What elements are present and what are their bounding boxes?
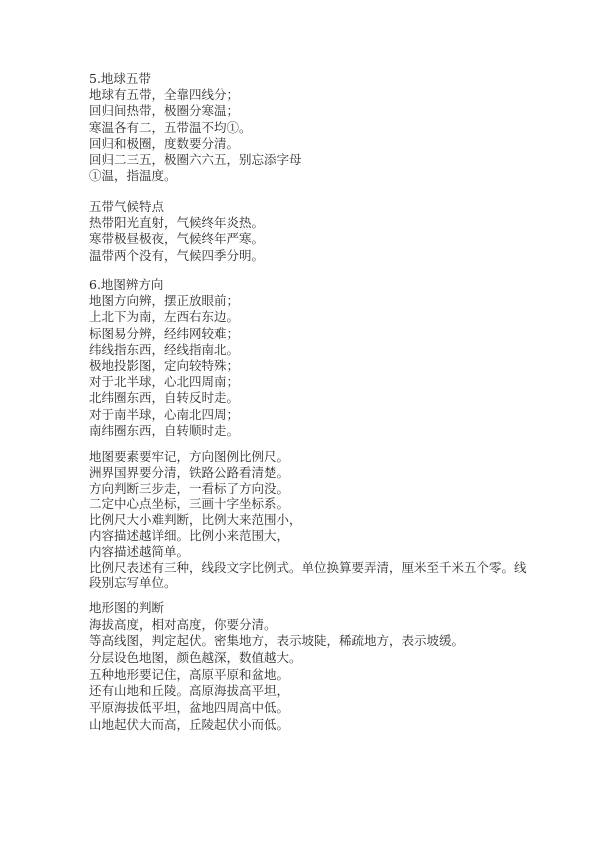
section-zone-climate bbox=[89, 199, 264, 264]
text-line: 平原海拔低平坦，盆地四周高中低。 bbox=[89, 700, 290, 716]
text-line: 寒温各有二，五带温不均①。 bbox=[89, 119, 252, 135]
text-line: 还有山地和丘陵。高原海拔高平坦， bbox=[89, 683, 290, 699]
text-line: 二定中心点坐标，三画十字坐标系。 bbox=[89, 496, 290, 512]
text-line: 上北下为南，左西右东边。 bbox=[89, 309, 240, 325]
text-line: 方向判断三步走，一看标了方向没。 bbox=[89, 480, 290, 496]
text-line: 五种地形要记住，高原平原和盆地。 bbox=[89, 666, 290, 682]
text-line: 段别忘写单位。 bbox=[89, 575, 177, 591]
text-line: 洲界国界要分清，铁路公路看清楚。 bbox=[89, 464, 290, 480]
text-line: 寒带极昼极夜，气候终年严寒。 bbox=[89, 231, 265, 247]
text-line: 海拔高度，相对高度，你要分清。 bbox=[89, 616, 277, 632]
text-line: 对于北半球，心北四周南； bbox=[89, 374, 240, 390]
text-line: 回归间热带，极圈分寒温； bbox=[89, 103, 240, 119]
text-line: 地图方向辨，摆正放眼前； bbox=[89, 293, 240, 309]
text-line: 对于南半球，心南北四周； bbox=[89, 406, 240, 422]
text-line: 热带阳光直射，气候终年炎热。 bbox=[89, 215, 265, 231]
text-line: 北纬圈东西，自转反时走。 bbox=[89, 390, 240, 406]
section-heading: 5.地球五带 bbox=[89, 71, 151, 86]
text-line: 地球有五带，全靠四线分； bbox=[89, 87, 240, 103]
text-line: 比例尺表述有三种，线段文字比例式。单位换算要弄清，厘米至千米五个零。线 bbox=[89, 559, 527, 575]
section-map-direction bbox=[89, 277, 239, 439]
section-earth-five-zones bbox=[89, 71, 302, 184]
section-terrain-map bbox=[89, 600, 464, 734]
text-line: 温带两个没有，气候四季分明。 bbox=[89, 247, 265, 263]
section-heading: 地形图的判断 bbox=[89, 600, 165, 615]
text-line: 内容描述越详细。比例小来范围大， bbox=[89, 527, 290, 543]
text-line: 比例尺大小难判断，比例大来范围小， bbox=[89, 512, 302, 528]
section-map-elements bbox=[89, 449, 527, 591]
section-heading: 五带气候特点 bbox=[89, 199, 165, 214]
text-line: 内容描述越简单。 bbox=[89, 543, 190, 559]
text-line: 南纬圈东西，自转顺时走。 bbox=[89, 422, 240, 438]
text-line: 回归和极圈，度数要分清。 bbox=[89, 135, 240, 151]
text-line: 纬线指东西，经线指南北。 bbox=[89, 341, 240, 357]
text-line: 分层设色地图，颜色越深，数值越大。 bbox=[89, 650, 302, 666]
text-line: 标图易分辨，经纬网较难； bbox=[89, 325, 240, 341]
text-line: 等高线图，判定起伏。密集地方，表示坡陡，稀疏地方，表示坡缓。 bbox=[89, 633, 465, 649]
text-line: 回归二三五，极圈六六五，别忘添字母 bbox=[89, 151, 302, 167]
text-line: 极地投影图，定向较特殊； bbox=[89, 357, 240, 373]
text-line: ①温，指温度。 bbox=[89, 168, 177, 184]
section-heading: 6.地图辨方向 bbox=[89, 277, 164, 292]
text-line: 山地起伏大而高，丘陵起伏小而低。 bbox=[89, 716, 290, 732]
text-line: 地图要素要牢记，方向图例比例尺。 bbox=[89, 449, 290, 464]
